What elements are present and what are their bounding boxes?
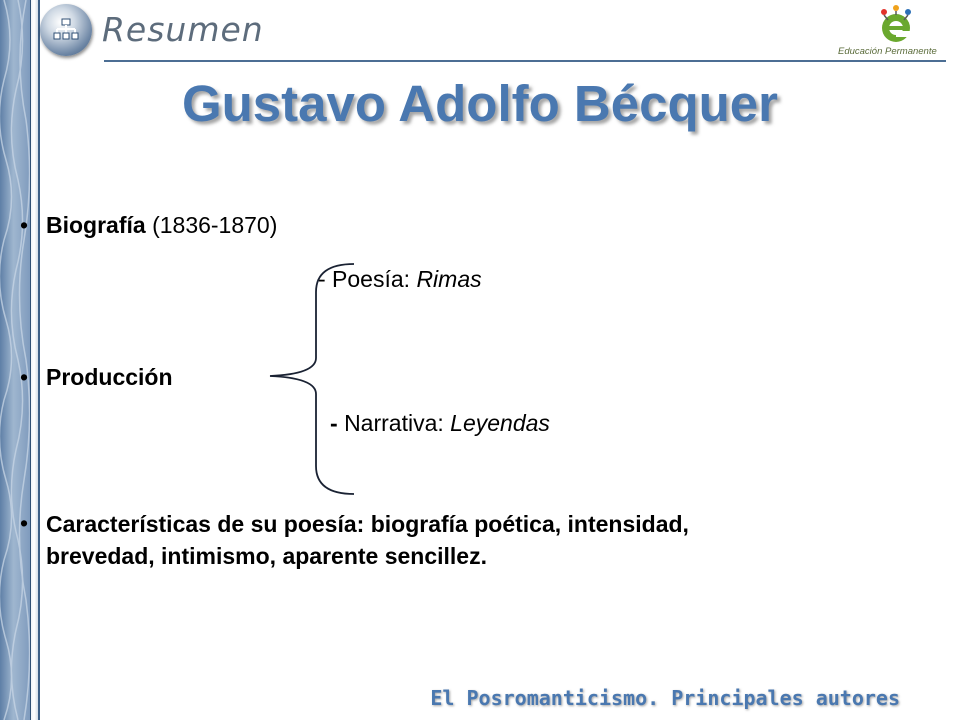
poesia-work: Rimas — [416, 266, 482, 292]
bullet-dot: • — [20, 212, 29, 238]
narrativa-dash: - — [330, 410, 345, 436]
bullet-biografia — [20, 212, 720, 242]
header-rule — [104, 60, 946, 62]
sub-item-narrativa — [330, 410, 550, 437]
sitemap-icon — [40, 4, 92, 56]
caracteristicas-text: Características de su poesía: biografía poética, intensidad, brevedad, intimismo, aparente sencillez. — [46, 511, 689, 569]
bullet-dot: • — [20, 364, 29, 390]
footer-text: El Posromanticismo. Principales autores — [430, 686, 900, 710]
poesia-prefix: - Poesía: — [318, 266, 417, 292]
bullet-text — [46, 212, 277, 239]
narrativa-work: Leyendas — [450, 410, 550, 436]
logo-e-icon — [876, 4, 916, 46]
page-title: Gustavo Adolfo Bécquer — [181, 75, 778, 132]
curly-brace — [266, 262, 358, 498]
biografia-label: Biografía — [46, 212, 146, 238]
bullet-caracteristicas — [20, 510, 780, 620]
bullet-produccion — [20, 364, 420, 394]
logo-text: Educación Permanente — [838, 46, 937, 57]
narrativa-label: Narrativa: — [344, 410, 451, 436]
produccion-label: Producción — [46, 364, 173, 390]
bullet-dot: • — [20, 510, 29, 536]
educacion-permanente-logo — [836, 4, 954, 60]
biografia-dates: (1836-1870) — [145, 212, 278, 238]
section-title: Resumen — [102, 10, 264, 49]
